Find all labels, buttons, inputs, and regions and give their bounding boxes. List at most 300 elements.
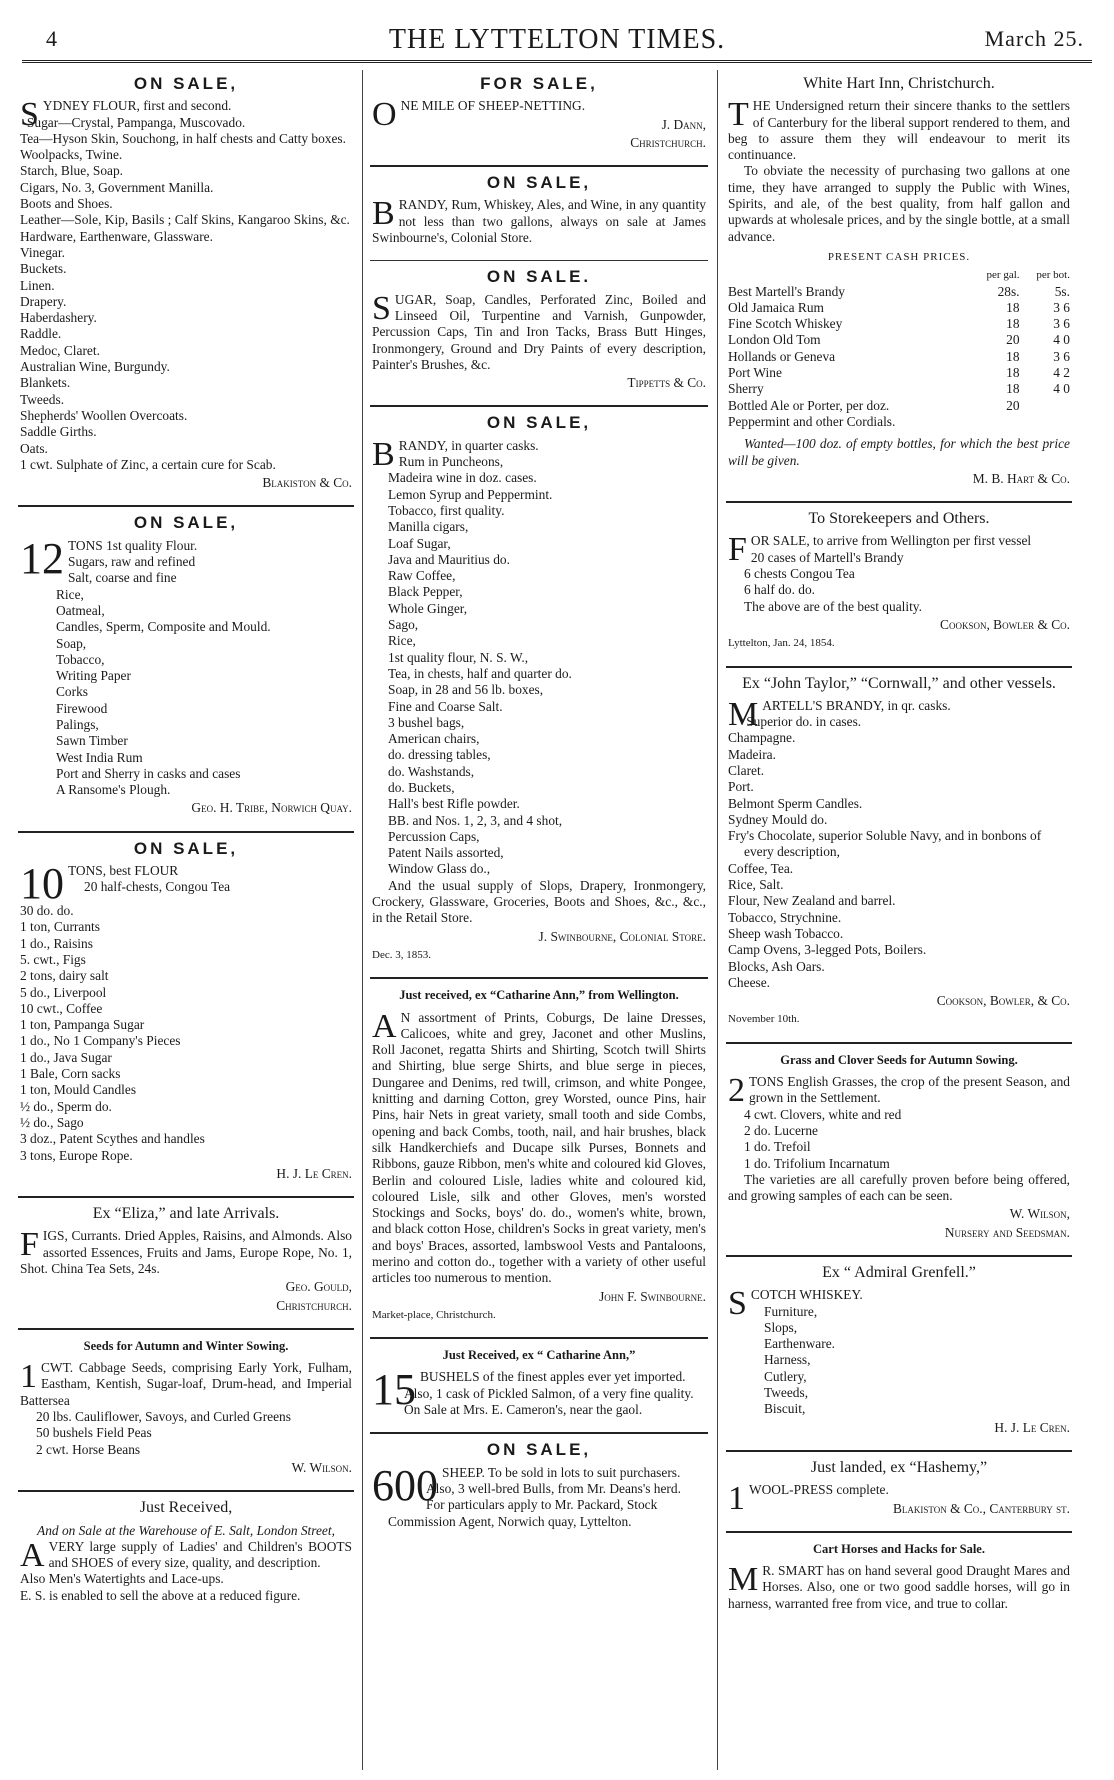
ad-sheep-netting <box>370 76 708 157</box>
ad-signature: Geo. Gould, <box>285 1279 352 1295</box>
ad-item: Sheep wash Tobacco. <box>728 925 844 941</box>
ad-item: Superior do. in cases. <box>746 714 862 730</box>
price-gal: 18 <box>1006 348 1020 364</box>
ad-body: The varieties are all carefully proven before being offered, and growing samples of each can be seen. <box>728 1171 1070 1204</box>
ad-signature: M. B. Hart & Co. <box>972 470 1070 486</box>
ad-signature: Geo. H. Tribe, Norwich Quay. <box>191 800 352 816</box>
ad-item: Medoc, Claret. <box>20 342 100 358</box>
ad-item: 1 do., No 1 Company's Pieces <box>20 1033 181 1049</box>
ad-header: Ex “Eliza,” and late Arrivals. <box>92 1205 280 1223</box>
ad-item: Percussion Caps, <box>388 828 480 844</box>
divider <box>370 405 708 407</box>
ad-item: Tea, in chests, half and quarter do. <box>388 665 572 681</box>
column-1 <box>18 74 354 1610</box>
ad-items <box>20 903 352 1164</box>
ad-body: To obviate the necessity of purchasing two gallons at one time, they have arranged to supply the Public with Wines, Spirits, and ale, of the best quality, from half gallon and upwards at wholesale prices, and by the single bottle, at a small advance. <box>728 163 1070 244</box>
ad-lead: BUSHELS of the finest apples ever yet imported. <box>420 1369 686 1385</box>
ad-item: Madeira wine in doz. cases. <box>388 470 537 486</box>
price-row <box>728 316 1070 332</box>
price-row <box>728 381 1070 397</box>
ad-brandy-casks <box>370 415 708 969</box>
ad-item: On Sale at Mrs. E. Cameron's, near the gaol. <box>404 1402 643 1418</box>
ad-lead: CWT. Cabbage Seeds, comprising Early York, Fulham, Eastham, Kentish, Sugar-loaf, Drum-head, and Imperial Battersea <box>20 1360 352 1408</box>
ad-lead: ARTELL'S BRANDY, in qr. casks. <box>762 697 951 713</box>
ad-sugar-tippetts <box>370 269 708 397</box>
ad-item: Writing Paper <box>56 668 131 684</box>
ad-item: 1 do. Trefoil <box>744 1139 811 1155</box>
ad-item: Rice, <box>388 633 416 649</box>
ad-date: Dec. 3, 1853. <box>372 948 431 961</box>
ad-item: West India Rum <box>56 749 143 765</box>
price-item: Old Jamaica Rum <box>728 299 824 315</box>
ad-item: Coffee, Tea. <box>728 860 794 876</box>
ad-lead: SHEEP. To be sold in lots to suit purchasers. <box>442 1464 681 1480</box>
ad-item: 50 bushels Field Peas <box>36 1425 152 1441</box>
ad-subheader: And on Sale at the Warehouse of E. Salt, London Street, <box>37 1522 335 1538</box>
ad-signature: Tippetts & Co. <box>627 375 706 391</box>
drop-cap: A <box>20 1536 45 1574</box>
ad-items <box>372 454 706 878</box>
ad-item: Salt, coarse and fine <box>68 570 177 586</box>
ad-john-taylor <box>726 676 1072 1034</box>
ad-item: Oats. <box>20 440 48 456</box>
divider <box>370 260 708 261</box>
drop-cap: 1 <box>20 1358 37 1396</box>
ad-item: Patent Nails assorted, <box>388 845 504 861</box>
price-header-gal: per gal. <box>986 269 1020 282</box>
ad-item: A Ransome's Plough. <box>56 782 171 798</box>
ad-lead: TONS, best FLOUR <box>68 863 179 879</box>
price-table <box>728 267 1070 414</box>
ad-item: Oatmeal, <box>56 602 105 618</box>
ad-items <box>728 550 1070 615</box>
ad-item: Buckets. <box>20 261 67 277</box>
ad-item: Cutlery, <box>764 1368 807 1384</box>
ad-item: Vinegar. <box>20 244 65 260</box>
ad-header: ON SALE, <box>133 74 239 93</box>
ad-item: 3 tons, Europe Rope. <box>20 1147 133 1163</box>
ad-item: Starch, Blue, Soap. <box>20 163 124 179</box>
ad-item: Claret. <box>728 762 765 778</box>
ad-item: 2 do. Lucerne <box>744 1122 818 1138</box>
ad-lead: 20 half-chests, Congou Tea <box>84 879 231 895</box>
ad-item: American chairs, <box>388 731 480 747</box>
ad-item: Linen. <box>20 277 55 293</box>
price-row <box>728 365 1070 381</box>
price-gal: 18 <box>1006 299 1020 315</box>
divider <box>726 501 1072 503</box>
ad-item: Loaf Sugar, <box>388 535 451 551</box>
ad-signature-place: Christchurch. <box>276 1297 352 1313</box>
ad-item: Candles, Sperm, Composite and Mould. <box>56 619 271 635</box>
ad-admiral-grenfell <box>726 1265 1072 1442</box>
ad-item: Rice, Salt. <box>728 877 784 893</box>
ad-header: ON SALE, <box>486 1440 592 1460</box>
divider <box>726 1042 1072 1044</box>
ad-item: Tobacco, Strychnine. <box>728 909 842 925</box>
price-gal: 28s. <box>997 283 1020 299</box>
ad-item: Sawn Timber <box>56 733 128 749</box>
ad-header: Just received, ex “Catharine Ann,” from Wellington. <box>399 988 679 1003</box>
price-gal: 18 <box>1006 316 1020 332</box>
ad-lead: YDNEY FLOUR, first and second. <box>42 98 232 114</box>
price-bot: 4 0 <box>1053 381 1070 397</box>
ad-item: Woolpacks, Twine. <box>20 147 123 163</box>
ad-item: Raw Coffee, <box>388 568 456 584</box>
drop-cap: S <box>728 1285 747 1323</box>
ad-body: R. SMART has on hand several good Draught Mares and Horses. Also, one or two good saddle horses, will go in harness, warranted free from vice, and true to collar. <box>728 1563 1070 1611</box>
ad-items <box>20 1409 352 1458</box>
ad-signature-place: Nursery and Seedsman. <box>944 1224 1070 1240</box>
price-bot <box>1020 398 1070 414</box>
divider <box>370 165 708 167</box>
ad-item: 1 do., Raisins <box>20 935 93 951</box>
ad-signature-place: Christchurch. <box>630 134 706 150</box>
ad-item: Flour, New Zealand and barrel. <box>728 893 896 909</box>
divider <box>726 1531 1072 1533</box>
ad-item: Also Men's Watertights and Lace-ups. <box>20 1571 224 1587</box>
ad-lead: RANDY, in quarter casks. <box>398 437 539 453</box>
price-gal: 20 <box>1006 332 1020 348</box>
ad-header: Just landed, ex “Hashemy,” <box>810 1458 988 1476</box>
column-rule <box>717 70 718 1770</box>
ad-lead: OR SALE, to arrive from Wellington per first vessel <box>750 533 1032 549</box>
ad-item: Sugar—Crystal, Pampanga, Muscovado. <box>26 114 246 130</box>
column-rule <box>362 70 363 1770</box>
ad-item: Furniture, <box>764 1303 818 1319</box>
price-bot: 3 6 <box>1053 299 1070 315</box>
ad-body: UGAR, Soap, Candles, Perforated Zinc, Boiled and Linseed Oil, Turpentine and Varnish, Gunpowder, Percussion Caps, Tin and Iron Tacks, Brass Butt Hinges, Ironmongery, Ground and Dry Paints of every description, Painter's Brushes, &c. <box>372 291 706 372</box>
ad-item: Boots and Shoes. <box>20 196 113 212</box>
divider <box>18 831 354 833</box>
ad-item: Belmont Sperm Candles. <box>728 795 863 811</box>
prices-caption: PRESENT CASH PRICES. <box>827 250 971 263</box>
ad-item: 30 do. do. <box>20 903 74 919</box>
ad-body: N assortment of Prints, Coburgs, De laine Dresses, Calicoes, white and grey, Jaconet and other Muslins, Roll Jaconet, regatta Shirts and Shirting, Scotch twill Shirts and Shirting, blue serge Shirts, and blue serge in pieces, Dungaree and Denims, red twill, crimson, and white Pongee, knitting and darning Cotton, grey Worsted, ounce Pins, hair Pins, hair Nets in great variety, small tooth and side Combs, opening and back Combs, tooth, nail, and hair brushes, black silk Handkerchiefs and Ducape silk Purses, Bonnets and Ribbons, gauze Ribbon, men's white and coloured kid Gloves, Berlin and coloured Lisle, ladies white and coloured kid, coloured Lisle, silk and other Gloves, men's worsted Stockings and Socks, boys' do. do., women's white, brown, and black cotton Hose, children's Socks in great variety, men's and boys' Braces, assorted, lambswool Vests and Pantaloons, merino and cotton do., together with a variety of other useful articles too numerous to mention. <box>372 1009 706 1286</box>
page-number: 4 <box>46 26 57 51</box>
divider <box>18 1490 354 1492</box>
drop-cap: 15 <box>372 1365 416 1415</box>
ad-item: Slops, <box>764 1319 798 1335</box>
drop-cap: S <box>372 289 391 327</box>
ad-item: Sydney Mould do. <box>728 811 828 827</box>
divider <box>726 666 1072 668</box>
column-2 <box>370 74 708 1536</box>
ad-item: Champagne. <box>728 730 796 746</box>
ad-item: Lemon Syrup and Peppermint. <box>388 486 553 502</box>
ad-item: do. dressing tables, <box>388 747 491 763</box>
ad-item: Rice, <box>56 586 84 602</box>
ad-item: Fine and Coarse Salt. <box>388 698 503 714</box>
ad-header: Cart Horses and Hacks for Sale. <box>813 1541 985 1556</box>
ad-item: 1 ton, Mould Candles <box>20 1082 137 1098</box>
ad-item: Haberdashery. <box>20 310 97 326</box>
ad-signature: W. Wilson, <box>1009 1206 1070 1222</box>
ad-item: Cigars, No. 3, Government Manilla. <box>20 179 214 195</box>
ad-item: 2 tons, dairy salt <box>20 968 109 984</box>
ad-seeds-wilson <box>18 1338 354 1482</box>
ad-item: Leather—Sole, Kip, Basils ; Calf Skins, Kangaroo Skins, &c. <box>20 212 350 228</box>
drop-cap: 10 <box>20 859 64 909</box>
ad-item: 6 half do. do. <box>744 582 816 598</box>
ad-item: BB. and Nos. 1, 2, 3, and 4 shot, <box>388 812 563 828</box>
ad-signature: J. Swinbourne, Colonial Store. <box>538 928 706 944</box>
newspaper-title: THE LYTTELTON TIMES. <box>388 24 726 55</box>
ad-item: Shepherds' Woollen Overcoats. <box>20 407 188 423</box>
drop-cap: M <box>728 695 759 733</box>
issue-date: March 25. <box>984 26 1084 51</box>
ad-item: Also, 3 well-bred Bulls, from Mr. Deans's herd. <box>426 1480 681 1496</box>
ad-signature: Cookson, Bowler, & Co. <box>936 993 1070 1009</box>
ad-item: Black Pepper, <box>388 584 463 600</box>
ad-header: FOR SALE, <box>480 74 598 93</box>
ad-cart-horses <box>726 1541 1072 1618</box>
ad-item: Madeira. <box>728 746 776 762</box>
price-bot: 3 6 <box>1053 316 1070 332</box>
drop-cap: T <box>728 96 749 134</box>
ad-item: Tweeds. <box>20 391 65 407</box>
ad-item: 4 cwt. Clovers, white and red <box>744 1106 902 1122</box>
drop-cap: 2 <box>728 1072 745 1110</box>
price-header-bot: per bot. <box>1036 269 1070 282</box>
ad-item: Harness, <box>764 1352 811 1368</box>
ad-signature: J. Dann, <box>661 116 706 132</box>
column-3 <box>726 74 1072 1618</box>
ad-item: Also, 1 cask of Pickled Salmon, of a very fine quality. <box>404 1385 694 1401</box>
masthead-rule <box>22 60 1092 63</box>
price-bot: 4 0 <box>1053 332 1070 348</box>
ad-item: do. Buckets, <box>388 779 455 795</box>
price-bot: 5s. <box>1054 283 1070 299</box>
ad-signature: W. Wilson. <box>291 1459 352 1475</box>
ad-eliza <box>18 1206 354 1320</box>
ad-body: RANDY, Rum, Whiskey, Ales, and Wine, in any quantity not less than two gallons, always on sale at James Swinbourne's, Colonial Store. <box>372 197 706 246</box>
ad-item: 1 do. Trifolium Incarnatum <box>744 1155 890 1171</box>
masthead <box>22 18 1092 58</box>
ad-item: 1 Bale, Corn sacks <box>20 1066 121 1082</box>
divider <box>370 1432 708 1434</box>
ad-item: Java and Mauritius do. <box>388 551 510 567</box>
ad-items <box>20 1571 352 1604</box>
divider <box>18 1328 354 1330</box>
ad-signature: Blakiston & Co. <box>262 475 352 491</box>
ad-lead: WOOL-PRESS complete. <box>749 1482 889 1498</box>
ad-items <box>372 1386 706 1419</box>
ad-just-received <box>18 1500 354 1610</box>
ad-item: Tweeds, <box>764 1385 809 1401</box>
divider <box>370 1337 708 1339</box>
ad-lead: COTCH WHISKEY. <box>750 1287 863 1303</box>
ad-signature: John F. Swinbourne. <box>599 1288 706 1304</box>
price-item: Hollands or Geneva <box>728 348 836 364</box>
ad-item: Saddle Girths. <box>20 424 97 440</box>
ad-item: Rum in Puncheons, <box>398 454 504 470</box>
ad-items <box>20 115 352 474</box>
ad-signature: H. J. Le Cren. <box>276 1165 352 1181</box>
price-item: London Old Tom <box>728 332 821 348</box>
drop-cap: A <box>372 1007 397 1045</box>
ad-item: Fry's Chocolate, superior Soluble Navy, and in bonbons of every description, <box>728 828 1042 860</box>
drop-cap: F <box>728 531 747 569</box>
drop-cap: 12 <box>20 533 64 583</box>
ad-item: Port. <box>728 779 754 795</box>
price-row <box>728 349 1070 365</box>
ad-header: Grass and Clover Seeds for Autumn Sowing. <box>780 1052 1018 1067</box>
ad-wool-press <box>726 1460 1072 1523</box>
ad-item: Window Glass do., <box>388 861 491 877</box>
drop-cap: O <box>372 96 397 134</box>
ad-item: Palings, <box>56 716 99 732</box>
ad-item: 3 bushel bags, <box>388 714 465 730</box>
ad-item: do. Washstands, <box>388 763 475 779</box>
ad-header: To Storekeepers and Others. <box>808 510 990 528</box>
price-row <box>728 300 1070 316</box>
ad-item: Australian Wine, Burgundy. <box>20 359 170 375</box>
divider <box>18 1196 354 1198</box>
ad-item: The above are of the best quality. <box>744 598 922 614</box>
ad-item: Firewood <box>56 700 108 716</box>
ad-date: November 10th. <box>728 1013 800 1026</box>
ad-item: Raddle. <box>20 326 62 342</box>
ad-header: ON SALE. <box>486 267 592 287</box>
ad-body: IGS, Currants. Dried Apples, Raisins, and Almonds. Also assorted Essences, Fruits and Jams, Europe Rope, No. 1, Shot. China Tea Sets, 24s. <box>20 1228 352 1276</box>
price-item: Best Martell's Brandy <box>728 283 845 299</box>
ad-item: 5. cwt., Figs <box>20 951 86 967</box>
ad-item: Earthenware. <box>764 1336 836 1352</box>
ad-item: 2 cwt. Horse Beans <box>36 1441 141 1457</box>
ad-item: 10 cwt., Coffee <box>20 1000 103 1016</box>
ad-grass-seeds <box>726 1052 1072 1247</box>
ad-header: Just Received, <box>139 1499 233 1517</box>
ad-header: Seeds for Autumn and Winter Sowing. <box>83 1338 289 1353</box>
drop-cap: S <box>20 96 39 134</box>
ad-items <box>728 1107 1070 1172</box>
ad-item: E. S. is enabled to sell the above at a reduced figure. <box>20 1587 301 1603</box>
ad-body: VERY large supply of Ladies' and Children's BOOTS and SHOES of every size, quality, and description. <box>48 1538 352 1571</box>
ad-header: ON SALE, <box>486 173 592 193</box>
ad-item: Drapery. <box>20 293 67 309</box>
price-item: Sherry <box>728 381 764 397</box>
ad-item: Hall's best Rifle powder. <box>388 796 520 812</box>
ad-item: 5 do., Liverpool <box>20 984 107 1000</box>
ad-sydney-flour <box>18 76 354 497</box>
ad-sheep <box>370 1442 708 1535</box>
ad-item: 1st quality flour, N. S. W., <box>388 649 529 665</box>
ad-item: Tobacco, <box>56 651 105 667</box>
price-item: Port Wine <box>728 365 782 381</box>
ad-item: 3 doz., Patent Scythes and handles <box>20 1131 205 1147</box>
ad-items <box>20 554 352 798</box>
drop-cap: 1 <box>728 1480 745 1518</box>
ad-items <box>728 1304 1070 1418</box>
ad-header: Just Received, ex “ Catharine Ann,” <box>442 1348 636 1363</box>
ad-item: Sugars, raw and refined <box>68 554 196 570</box>
price-row <box>728 398 1070 414</box>
ad-item: 20 lbs. Cauliflower, Savoys, and Curled Greens <box>36 1409 291 1425</box>
ad-lead: TONS 1st quality Flour. <box>68 537 198 553</box>
ad-brandy-swinbourne <box>370 175 708 252</box>
divider <box>726 1255 1072 1257</box>
ad-item: Corks <box>56 684 88 700</box>
divider <box>370 977 708 979</box>
ad-item: Soap, <box>56 635 87 651</box>
ad-item: 1 do., Java Sugar <box>20 1049 112 1065</box>
price-gal: 18 <box>1006 381 1020 397</box>
ad-signature: Blakiston & Co., Canterbury st. <box>893 1500 1070 1516</box>
ad-lead: NE MILE OF SHEEP-NETTING. <box>400 98 586 114</box>
ad-item: Tea—Hyson Skin, Souchong, in half chests and Catty boxes. <box>20 130 346 146</box>
ad-item: Tobacco, first quality. <box>388 502 505 518</box>
divider <box>18 505 354 507</box>
ad-item: Sago, <box>388 617 419 633</box>
price-item: Bottled Ale or Porter, per doz. <box>728 397 890 413</box>
ad-items <box>728 714 1070 991</box>
ad-item: 1 ton, Pampanga Sugar <box>20 1017 145 1033</box>
ad-item: Manilla cigars, <box>388 519 469 535</box>
ad-signature: H. J. Le Cren. <box>994 1419 1070 1435</box>
ad-signature: Cookson, Bowler & Co. <box>940 616 1070 632</box>
divider <box>726 1450 1072 1452</box>
ad-item: ½ do., Sperm do. <box>20 1098 112 1114</box>
ad-header: ON SALE, <box>133 838 239 858</box>
ad-date: Market-place, Christchurch. <box>372 1308 496 1321</box>
ad-catharine-ann-drapery <box>370 987 708 1329</box>
ad-item: 6 chests Congou Tea <box>744 566 855 582</box>
ad-item: Whole Ginger, <box>388 600 468 616</box>
ad-header: Ex “John Taylor,” “Cornwall,” and other vessels. <box>742 674 1056 692</box>
price-row <box>728 332 1070 348</box>
ad-header: ON SALE, <box>133 513 239 533</box>
drop-cap: F <box>20 1226 39 1264</box>
ad-item: Blocks, Ash Oars. <box>728 958 825 974</box>
ad-item: Blankets. <box>20 375 71 391</box>
ad-lead: TONS English Grasses, the crop of the present Season, and grown in the Settlement. <box>749 1074 1070 1106</box>
ad-item: Cheese. <box>728 974 771 990</box>
drop-cap: M <box>728 1561 759 1599</box>
ad-item: Biscuit, <box>764 1401 806 1417</box>
ad-flour-tribe <box>18 515 354 822</box>
drop-cap: 600 <box>372 1460 438 1510</box>
ad-item: Camp Ovens, 3-legged Pots, Boilers. <box>728 942 927 958</box>
ad-storekeepers <box>726 511 1072 657</box>
price-item: Fine Scotch Whiskey <box>728 316 843 332</box>
drop-cap: B <box>372 435 395 473</box>
ad-item: ½ do., Sago <box>20 1114 84 1130</box>
ad-date: Lyttelton, Jan. 24, 1854. <box>728 637 835 650</box>
ad-apples <box>370 1347 708 1424</box>
ad-item: 1 cwt. Sulphate of Zinc, a certain cure for Scab. <box>20 456 276 472</box>
drop-cap: B <box>372 195 395 233</box>
price-bot: 3 6 <box>1053 348 1070 364</box>
ad-item: Port and Sherry in casks and cases <box>56 765 241 781</box>
ad-item: 20 cases of Martell's Brandy <box>750 549 904 565</box>
ad-item: Soap, in 28 and 56 lb. boxes, <box>388 682 544 698</box>
ad-wanted: Wanted—100 doz. of empty bottles, for which the best price will be given. <box>728 436 1070 468</box>
ad-item: Hardware, Earthenware, Glassware. <box>20 228 213 244</box>
price-bot: 4 2 <box>1053 365 1070 381</box>
ad-item: For particulars apply to Mr. Packard, Stock Commission Agent, Norwich quay, Lyttelton. <box>388 1497 658 1529</box>
ad-flour-lecren <box>18 838 354 1188</box>
price-row <box>728 284 1070 300</box>
ad-body: And the usual supply of Slops, Drapery, Ironmongery, Crockery, Glassware, Groceries, Boots and Shoes, &c., &c., in the Retail Store. <box>372 877 706 926</box>
ad-extra: Peppermint and other Cordials. <box>728 413 896 429</box>
ad-header: White Hart Inn, Christchurch. <box>803 75 995 92</box>
ad-white-hart-inn <box>726 76 1072 493</box>
ad-header: ON SALE, <box>486 413 592 433</box>
price-gal: 20 <box>1006 397 1020 413</box>
ad-item: 1 ton, Currants <box>20 919 100 935</box>
ad-header: Ex “ Admiral Grenfell.” <box>822 1264 976 1281</box>
